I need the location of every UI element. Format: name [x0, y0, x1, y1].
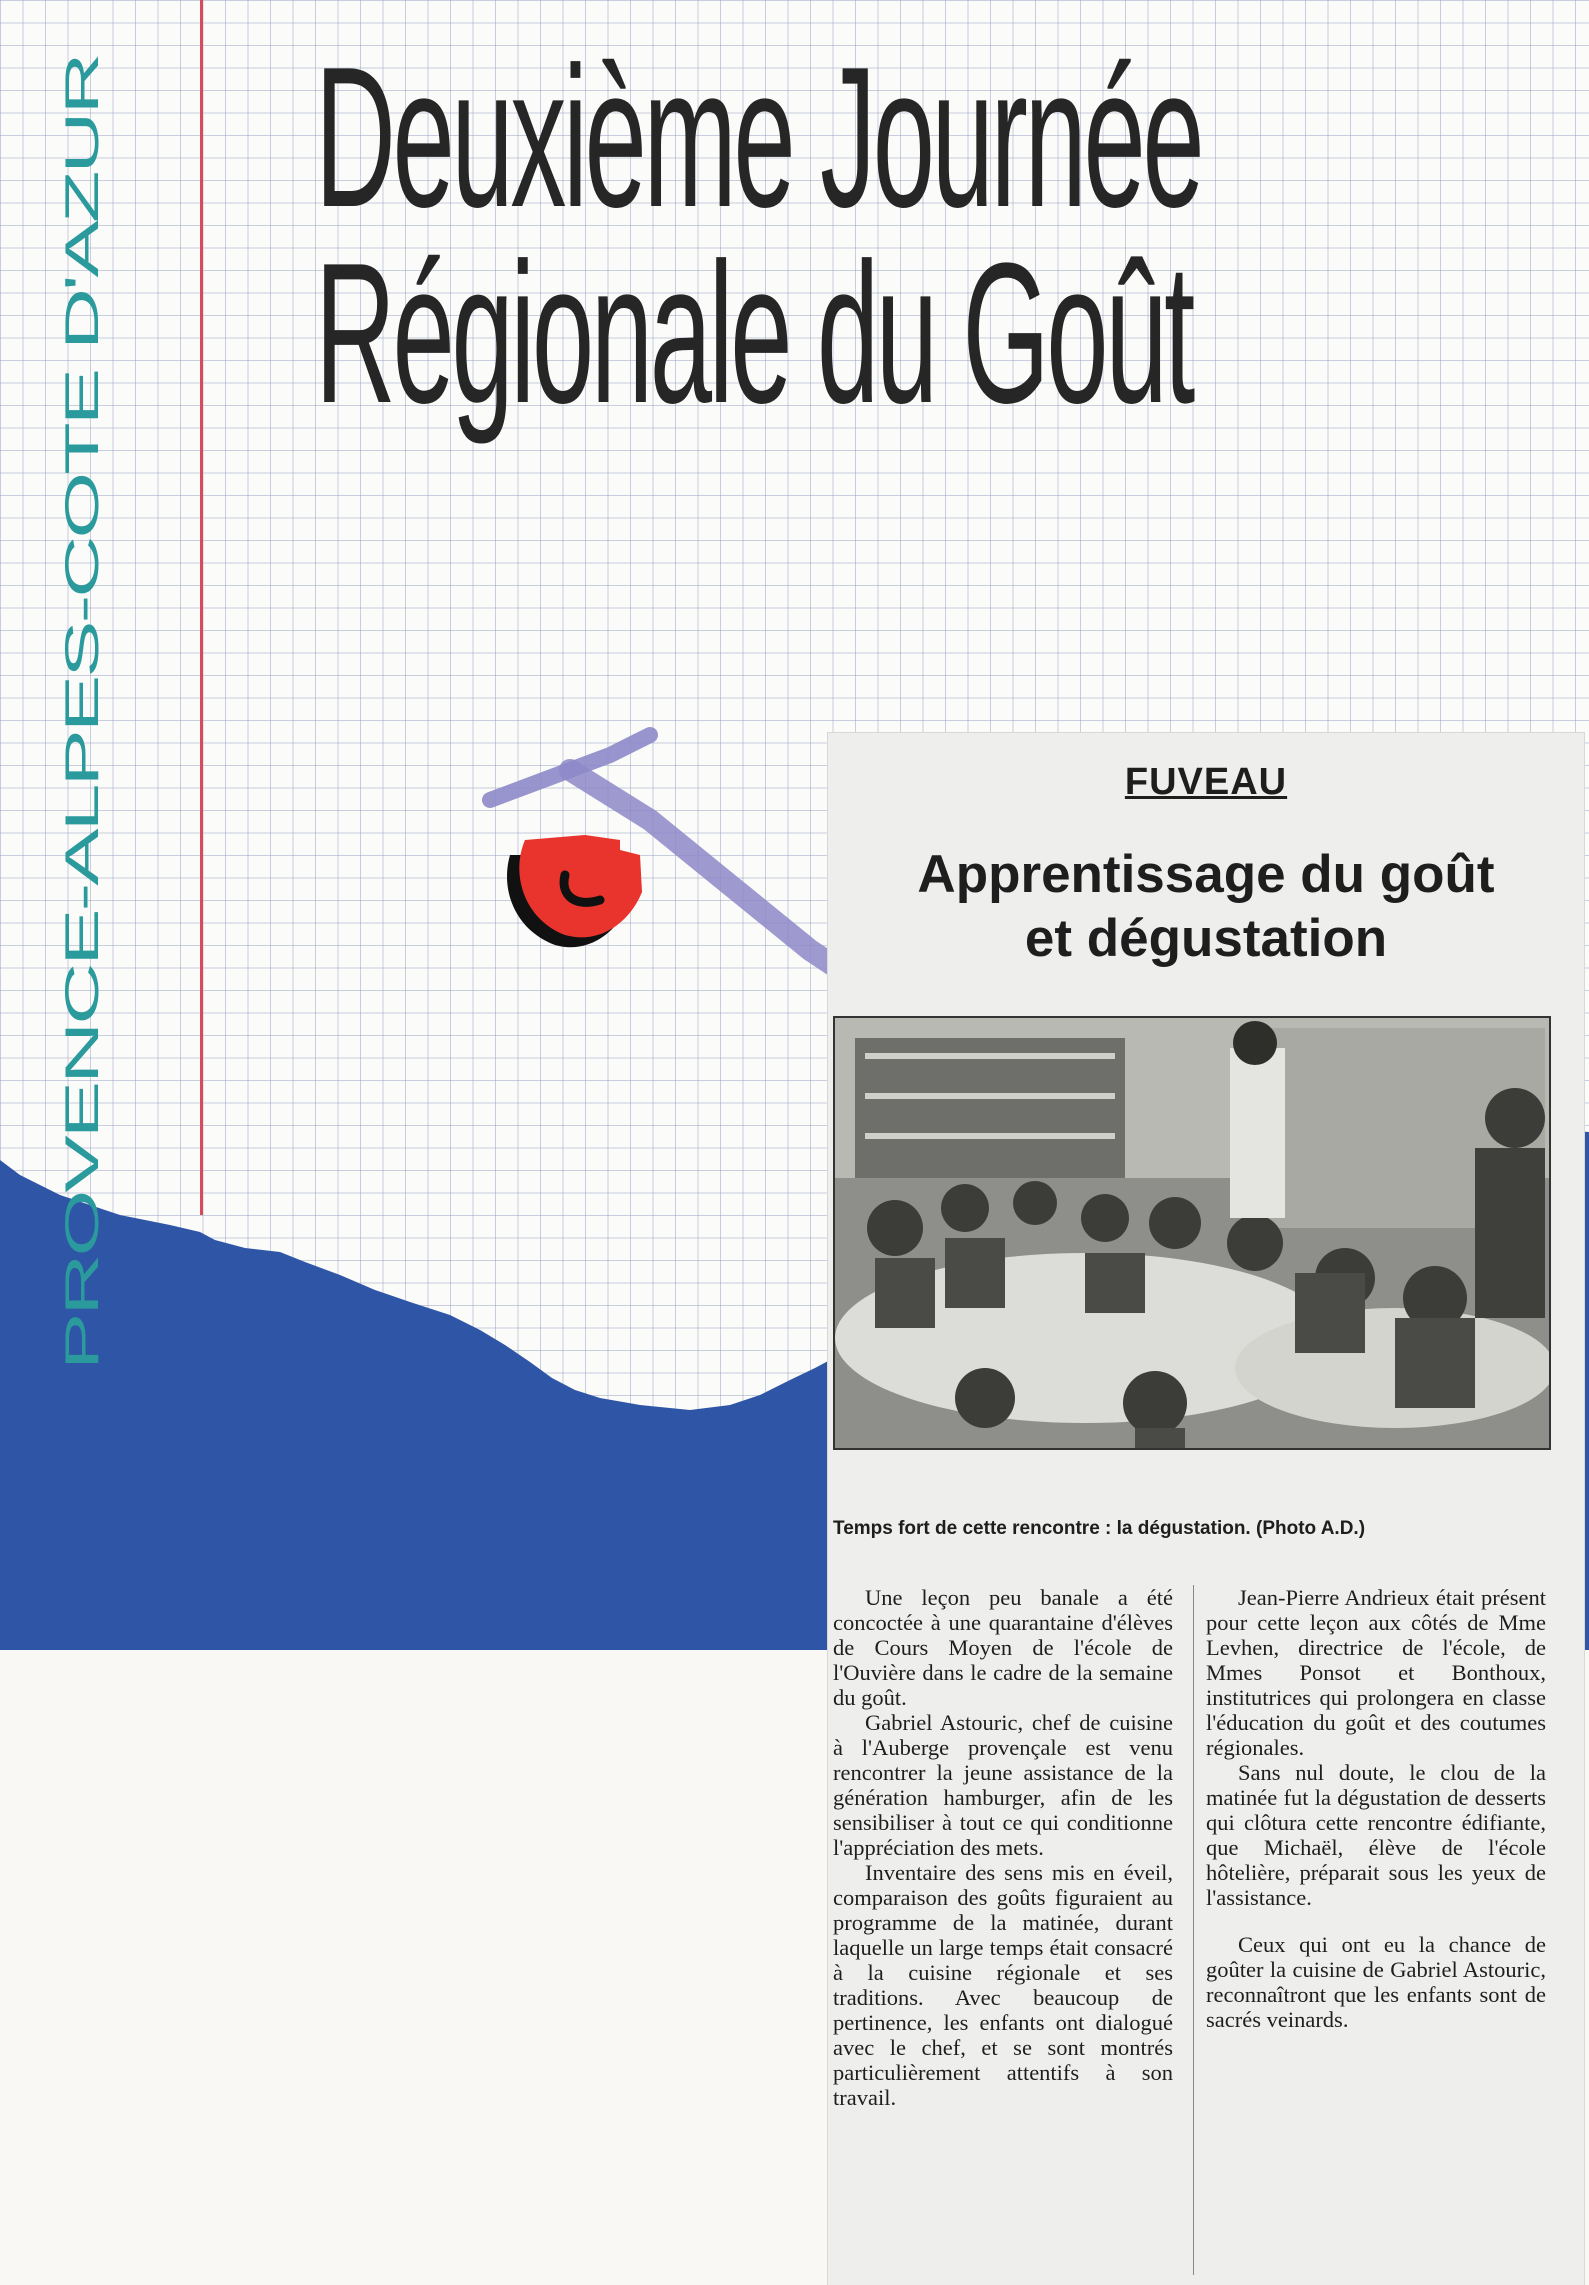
article-title — [848, 843, 1564, 971]
mountain-shape — [0, 1160, 830, 1650]
article-title-line-1: Apprentissage du goût — [917, 845, 1495, 904]
article-paragraph: Ceux qui ont eu la chance de goûter la cuisine de Gabriel Astouric, reconnaîtront que les enfants sont de sacrés veinards. — [1206, 1932, 1546, 2032]
headline-line-2: Régionale du Goût — [315, 222, 1192, 445]
classroom-photo-image — [835, 1018, 1549, 1448]
notebook-margin-line — [200, 0, 203, 1215]
taste-logo-icon — [470, 660, 850, 1020]
paragraph-gap — [1206, 1910, 1546, 1932]
article-column-right — [1206, 1585, 1546, 2032]
photo-caption: Temps fort de cette rencontre : la dégustation. (Photo A.D.) — [833, 1518, 1366, 1539]
article-photo — [833, 1016, 1551, 1450]
article-paragraph: Sans nul doute, le clou de la matinée fut la dégustation de desserts qui clôtura cette rencontre édifiante, que Michaël, élève de l'école hôtelière, préparait sous les yeux de l'assistance. — [1206, 1760, 1546, 1910]
article-title-line-2: et dégustation — [1024, 909, 1388, 968]
article-location: FUVEAU — [1124, 761, 1288, 803]
article-paragraph: Une leçon peu banale a été concoctée à une quarantaine d'élèves de Cours Moyen de l'école de l'Ouvière dans le cadre de la semaine du goût. — [833, 1585, 1173, 1710]
page-headline — [315, 26, 1202, 445]
article-column-left — [833, 1585, 1173, 2110]
newspaper-article — [828, 733, 1584, 2285]
column-divider — [1193, 1585, 1194, 2275]
article-paragraph: Jean-Pierre Andrieux était présent pour cette leçon aux côtés de Mme Levhen, directrice de l'école, de Mmes Ponsot et Bonthoux, institutrices qui prolongera en classe l'éducation du goût et des coutumes régionales. — [1206, 1585, 1546, 1760]
headline-line-1: Deuxième Journée — [315, 26, 1202, 249]
region-banner: PROVENCE-ALPES-COTE D'AZUR — [55, 55, 109, 1370]
article-paragraph: Gabriel Astouric, chef de cuisine à l'Auberge provençale est venu rencontrer la jeune assistance de la génération hamburger, afin de les sensibiliser à tout ce qui conditionne l'appréciation des mets. — [833, 1710, 1173, 1860]
article-paragraph: Inventaire des sens mis en éveil, comparaison des goûts figuraient au programme de la matinée, durant laquelle un large temps était consacré à la cuisine régionale et ses traditions. Avec beaucoup de pertinence, les enfants ont dialogué avec le chef, et se sont montrés particulièrement attentifs à son travail. — [833, 1860, 1173, 2110]
